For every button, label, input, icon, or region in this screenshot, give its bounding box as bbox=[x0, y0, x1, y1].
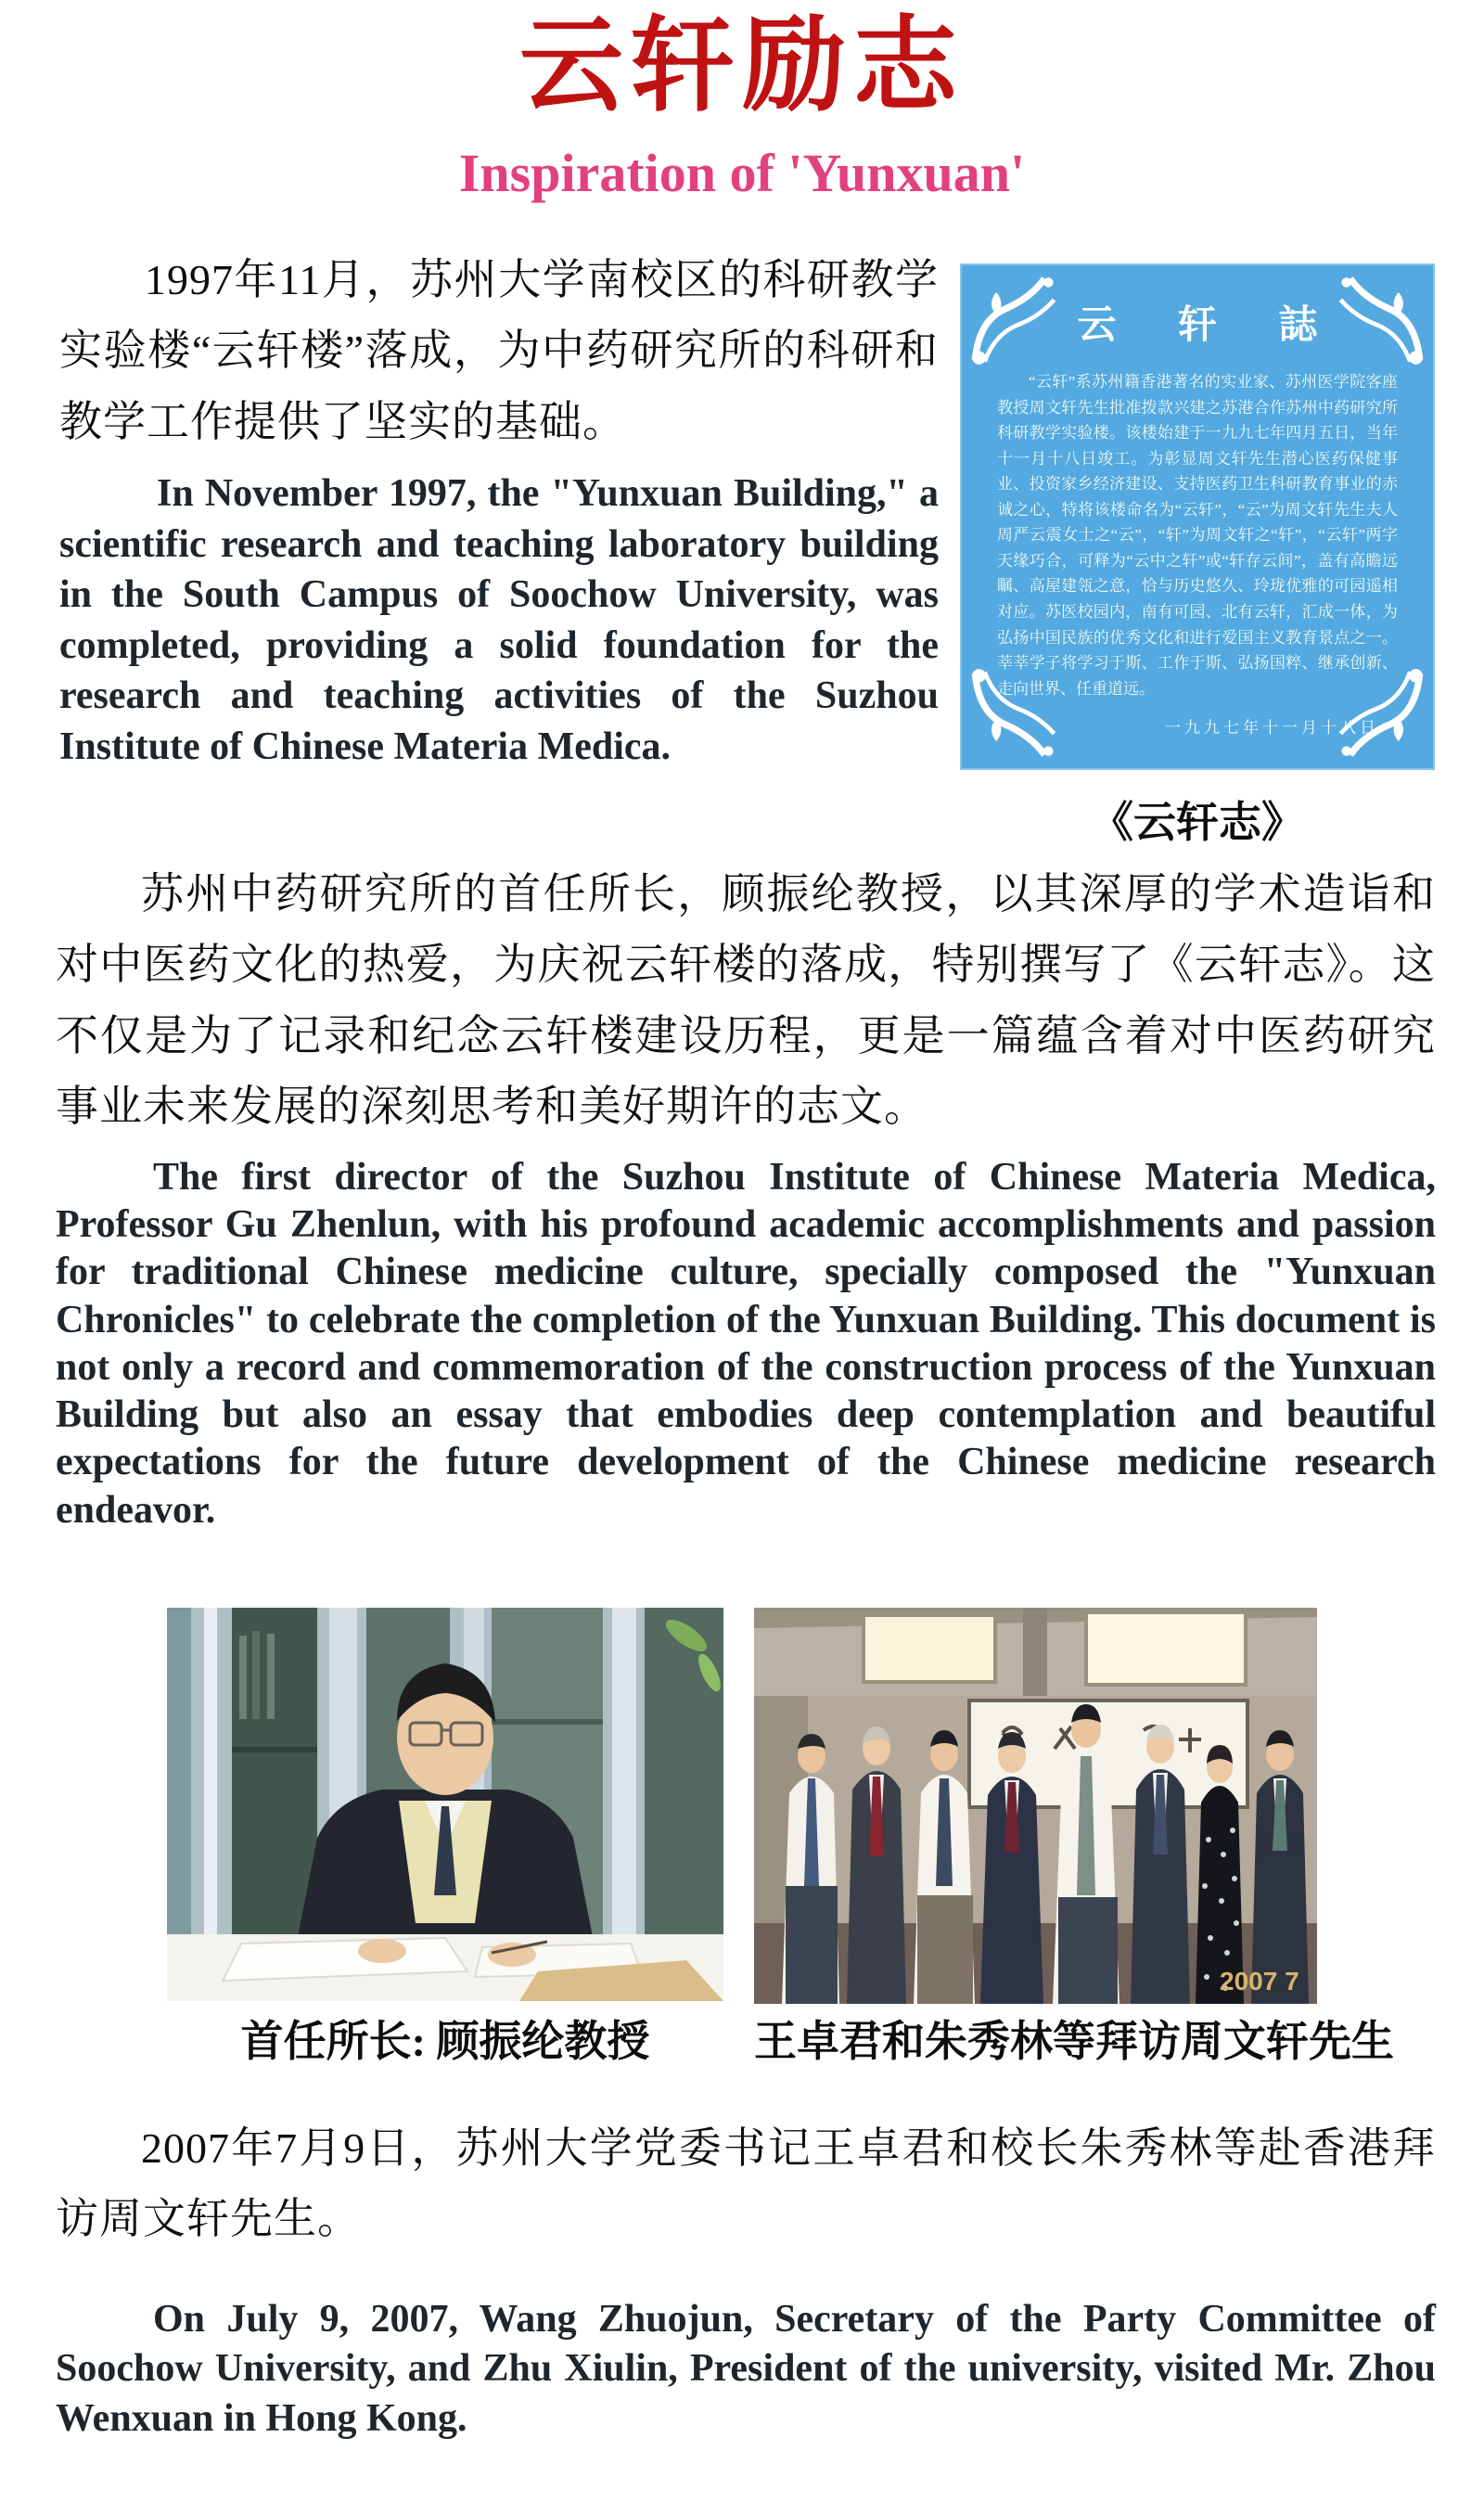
yunxuan-plaque-image bbox=[960, 263, 1435, 770]
group-photo-scene bbox=[754, 1608, 1317, 2004]
desk-with-papers bbox=[167, 1934, 723, 2001]
paragraph-english-3: On July 9, 2007, Wang Zhuojun, Secretary of the Party Committee of Soochow University, and Zhu Xiulin, President of the university, visited Mr. Zhou Wenxuan in Hong Kong. bbox=[56, 2298, 1436, 2440]
plaque-title: 云 轩 誌 bbox=[1077, 304, 1344, 347]
corner-flourish-icon bbox=[967, 666, 1064, 763]
date-stamp: 2007 7 bbox=[1220, 1967, 1299, 1995]
photo-caption-left: 首任所长: 顾振纶教授 bbox=[240, 2018, 650, 2065]
group-photo-hong-kong-visit bbox=[754, 1608, 1317, 2004]
portrait-photo-gu-zhenlun bbox=[167, 1608, 723, 2001]
page-title: 云轩励志 bbox=[519, 9, 965, 124]
plaque-caption: 《云轩志》 bbox=[1091, 799, 1304, 846]
plaque-date: 一九九七年十一月十八日 bbox=[1165, 719, 1379, 738]
portrait-photo-scene bbox=[167, 1608, 723, 2001]
corner-flourish-icon bbox=[967, 271, 1064, 367]
paragraph-chinese-3: 2007年7月9日，苏州大学党委书记王卓君和校长朱秀林等赴香港拜访周文轩先生。 bbox=[56, 2124, 1436, 2243]
ceiling-lights bbox=[754, 1608, 1317, 1696]
paragraph-english-1: In November 1997, the "Yunxuan Building," a scientific research and teaching laboratory building in the South Campus of Soochow University, was completed, providing a solid foundation for the research and teaching activities of the Suzhou Institute of Chinese Materia Medica. bbox=[59, 472, 939, 768]
paragraph-chinese-1: 1997年11月，苏州大学南校区的科研教学实验楼“云轩楼”落成，为中药研究所的科研和教学工作提供了坚实的基础。 bbox=[59, 256, 939, 445]
paragraph-chinese-2: 苏州中药研究所的首任所长，顾振纶教授，以其深厚的学术造诣和对中医药文化的热爱，为庆祝云轩楼的落成，特别撰写了《云轩志》。这不仅是为了记录和纪念云轩楼建设历程，更是一篇蕴含着对中医药研究事业未来发展的深刻思考和美好期许的志文。 bbox=[56, 870, 1436, 1131]
corner-flourish-icon bbox=[1331, 666, 1427, 763]
plaque-body-text: “云轩”系苏州籍香港著名的实业家、苏州医学院客座教授周文轩先生批准拨款兴建之苏港合作苏州中药研究所科研教学实验楼。该楼始建于一九九七年四月五日，当年十一月十八日竣工。为彰显周文轩先生潜心医药保健事业、投资家乡经济建设、支持医药卫生科研教育事业的赤诚之心，特将该楼命名为“云轩”，“云”为周文轩先生夫人周严云震女士之“云”，“轩”为周文轩之“轩”，“云轩”两字天缘巧合，可释为“云中之轩”或“轩存云间”，盖有高瞻远瞩、高屋建瓴之意，恰与历史悠久、玲珑优雅的可园遥相对应。苏医校园内，南有可园、北有云轩，汇成一体，为弘扬中国民族的优秀文化和进行爱国主义教育景点之一。莘莘学子将学习于斯、工作于斯、弘扬国粹、继承创新、走向世界、任重道远。 bbox=[997, 373, 1398, 698]
corner-flourish-icon bbox=[1331, 271, 1427, 367]
page-subtitle: Inspiration of 'Yunxuan' bbox=[458, 143, 1026, 203]
paragraph-english-2: The first director of the Suzhou Institute of Chinese Materia Medica, Professor Gu Zhenlun, with his profound academic accomplishments and passion for traditional Chinese medicine culture, specially composed the "Yunxuan Chronicles" to celebrate the completion of the Yunxuan Building. This document is not only a record and commemoration of the construction process of the Yunxuan Building but also an essay that embodies deep contemplation and beautiful expectations for the future development of the Chinese medicine research endeavor. bbox=[56, 1156, 1436, 1532]
photo-caption-right: 王卓君和朱秀林等拜访周文轩先生 bbox=[754, 2018, 1394, 2065]
